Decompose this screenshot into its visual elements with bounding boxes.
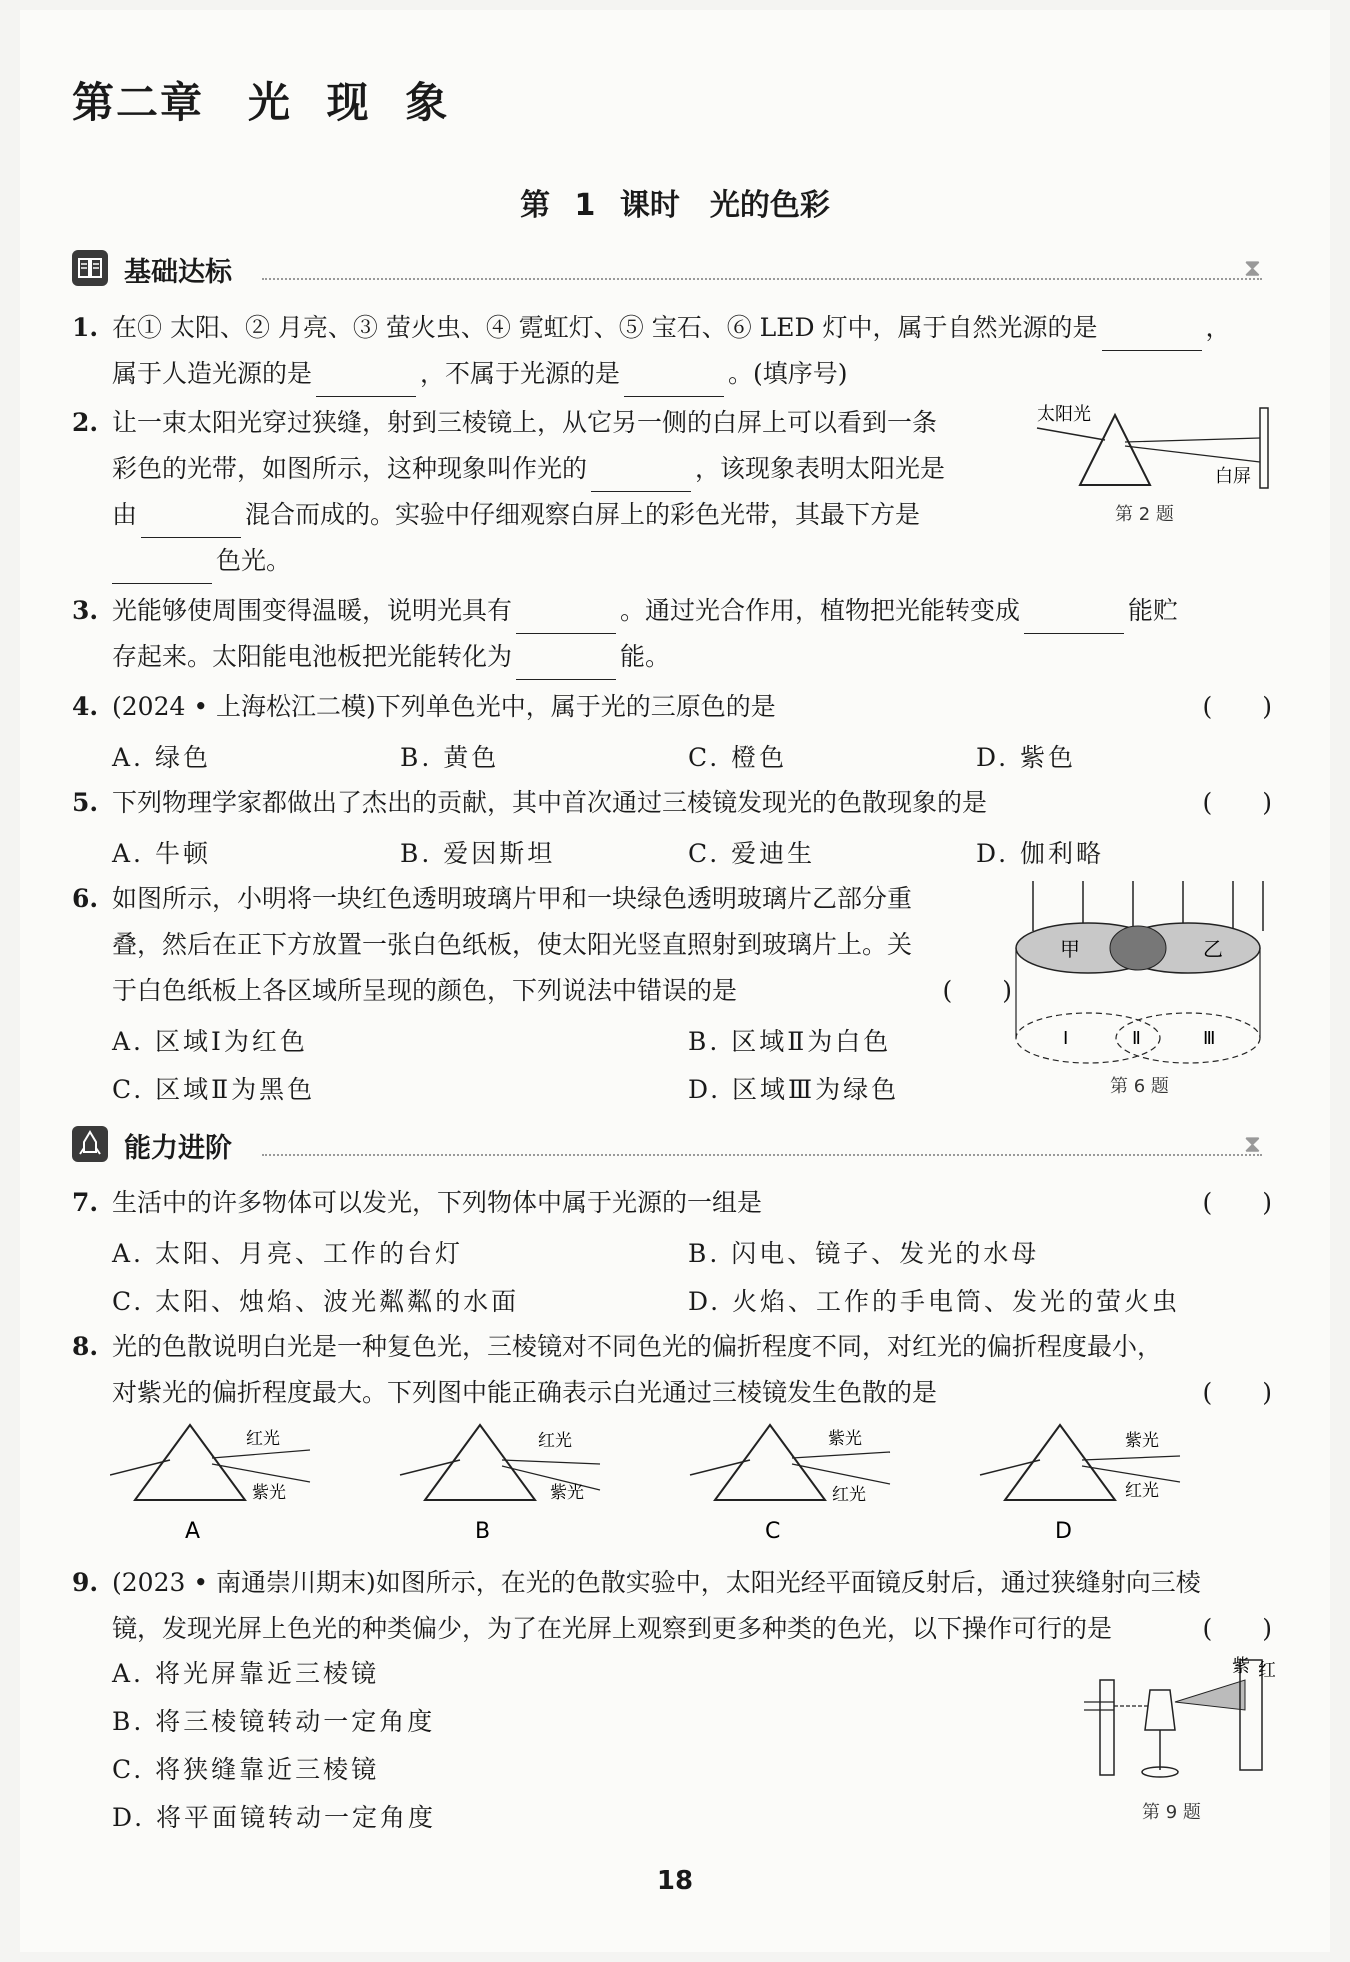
q8-text-2: 对紫光的偏折程度最大。下列图中能正确表示白光通过三棱镜发生色散的是 — [112, 1378, 938, 1407]
fig-c-bottom: 红光 — [832, 1485, 866, 1505]
question-number: 3. — [72, 596, 99, 625]
q2-text-2: 彩色的光带，如图所示，这种现象叫作光的 — [112, 454, 588, 483]
fig-d-bottom: 红光 — [1125, 1481, 1159, 1501]
q8-text-1: 光的色散说明白光是一种复色光，三棱镜对不同色光的偏折程度不同，对红光的偏折程度最小， — [112, 1332, 1163, 1361]
answer-parentheses[interactable]: ( ) — [1202, 788, 1272, 817]
option-a[interactable]: A. 区域Ⅰ为红色 — [112, 1027, 308, 1056]
fig-option-b[interactable] — [400, 1425, 600, 1544]
q2-text-6: 色光。 — [216, 546, 292, 575]
option-a[interactable]: A. 绿色 — [112, 743, 211, 772]
answer-blank[interactable] — [1102, 324, 1202, 351]
q2-text-1: 让一束太阳光穿过狭缝，射到三棱镜上，从它另一侧的白屏上可以看到一条 — [112, 408, 938, 437]
q9-text-1: (2023 • 南通崇川期末)如图所示，在光的色散实验中，太阳光经平面镜反射后，通过狭缝射向三棱 — [112, 1568, 1201, 1597]
question-number: 1. — [72, 313, 99, 342]
answer-parentheses[interactable]: ( ) — [942, 976, 1012, 1005]
q6-text-2: 叠，然后在正下方放置一张白色纸板，使太阳光竖直照射到玻璃片上。关 — [112, 930, 913, 959]
answer-blank[interactable] — [591, 465, 691, 492]
q3-text-2: 。通过光合作用，植物把光能转变成 — [620, 596, 1021, 625]
q1-text-1: 在① 太阳、② 月亮、③ 萤火虫、④ 霓虹灯、⑤ 宝石、⑥ LED 灯中，属于自然光源的是 — [112, 313, 1098, 342]
option-a[interactable]: A. 将光屏靠近三棱镜 — [112, 1659, 379, 1688]
fig-d-label: D — [1055, 1519, 1072, 1544]
question-6 — [72, 876, 1012, 1014]
section-header-advanced — [72, 1124, 1272, 1164]
figure-q9-setup — [1080, 1650, 1275, 1830]
fig-label-region-3: Ⅲ — [1203, 1028, 1216, 1049]
option-c[interactable]: C. 区域Ⅱ为黑色 — [112, 1075, 316, 1104]
fig-c-top: 紫光 — [828, 1429, 862, 1449]
q6-text-1: 如图所示，小明将一块红色透明玻璃片甲和一块绿色透明玻璃片乙部分重 — [112, 884, 913, 913]
q1-text-3: ，不属于光源的是 — [420, 359, 621, 388]
question-9 — [72, 1560, 1272, 1652]
option-c[interactable]: C. 将狭缝靠近三棱镜 — [112, 1755, 380, 1784]
fig-a-top: 红光 — [246, 1429, 280, 1449]
fig-label-jia: 甲 — [1060, 937, 1080, 961]
fig-a-label: A — [185, 1519, 201, 1544]
option-c[interactable]: C. 橙色 — [688, 743, 788, 772]
figure-q6-glass — [1008, 876, 1278, 1101]
figure-caption: 第 6 题 — [1110, 1076, 1169, 1097]
answer-parentheses[interactable]: ( ) — [1202, 692, 1272, 721]
option-c[interactable]: C. 爱迪生 — [688, 839, 816, 868]
option-d[interactable]: D. 火焰、工作的手电筒、发光的萤火虫 — [688, 1287, 1181, 1316]
option-d[interactable]: D. 伽利略 — [976, 839, 1105, 868]
fig-label-sunlight: 太阳光 — [1037, 404, 1091, 425]
fig-b-top: 红光 — [538, 1431, 572, 1451]
fig-option-d[interactable] — [980, 1425, 1180, 1544]
section-title-basic: 基础达标 — [124, 257, 232, 288]
question-number: 8. — [72, 1332, 99, 1361]
section-divider — [262, 1154, 1262, 1156]
option-a[interactable]: A. 太阳、月亮、工作的台灯 — [112, 1239, 463, 1268]
option-b[interactable]: B. 区域Ⅱ为白色 — [688, 1027, 892, 1056]
fig-c-label: C — [765, 1519, 781, 1544]
q1-text-2: 属于人造光源的是 — [112, 359, 313, 388]
q1-text-1b: ， — [1205, 313, 1231, 342]
question-number: 2. — [72, 408, 99, 437]
chapter-title: 第二章 光 现 象 — [72, 78, 450, 127]
section-title-advanced: 能力进阶 — [124, 1133, 232, 1164]
fig-b-label: B — [475, 1519, 491, 1544]
fig-label-region-2: Ⅱ — [1132, 1028, 1141, 1049]
question-1 — [72, 305, 1272, 397]
answer-blank[interactable] — [112, 557, 212, 584]
fig-label-yi: 乙 — [1203, 937, 1223, 961]
question-8 — [72, 1324, 1272, 1416]
q9-text-2: 镜，发现光屏上色光的种类偏少，为了在光屏上观察到更多种类的色光，以下操作可行的是 — [112, 1614, 1113, 1643]
q2-text-5: 混合而成的。实验中仔细观察白屏上的彩色光带，其最下方是 — [245, 500, 921, 529]
q3-text-3: 能贮 — [1128, 596, 1179, 625]
q3-text-4: 存起来。太阳能电池板把光能转化为 — [112, 642, 513, 671]
question-number: 6. — [72, 884, 99, 913]
answer-parentheses[interactable]: ( ) — [1202, 1378, 1272, 1407]
section-divider — [262, 278, 1262, 280]
book-icon — [72, 250, 108, 286]
fig-b-bottom: 紫光 — [550, 1483, 584, 1503]
option-b[interactable]: B. 闪电、镜子、发光的水母 — [688, 1239, 1040, 1268]
question-number: 4. — [72, 692, 99, 721]
question-4 — [72, 684, 1272, 730]
fig-label-red: 红 — [1258, 1660, 1275, 1681]
answer-blank[interactable] — [141, 511, 241, 538]
option-b[interactable]: B. 黄色 — [400, 743, 500, 772]
option-b[interactable]: B. 爱因斯坦 — [400, 839, 556, 868]
question-3 — [72, 588, 1272, 680]
answer-parentheses[interactable]: ( ) — [1202, 1188, 1272, 1217]
answer-parentheses[interactable]: ( ) — [1202, 1614, 1272, 1643]
option-d[interactable]: D. 区域Ⅲ为绿色 — [688, 1075, 900, 1104]
answer-blank[interactable] — [624, 370, 724, 397]
question-7 — [72, 1180, 1272, 1226]
figure-q8-options — [110, 1420, 1270, 1550]
fig-d-top: 紫光 — [1125, 1431, 1159, 1451]
rocket-icon — [72, 1126, 108, 1162]
q4-text: (2024 • 上海松江二模)下列单色光中，属于光的三原色的是 — [112, 692, 776, 721]
page-number: 18 — [656, 1866, 694, 1896]
section-header-basic — [72, 248, 1272, 288]
lesson-title: 第 1 课时 光的色彩 — [520, 188, 830, 223]
q3-text-1: 光能够使周围变得温暖，说明光具有 — [112, 596, 513, 625]
answer-blank[interactable] — [316, 370, 416, 397]
q2-text-3: ，该现象表明太阳光是 — [695, 454, 946, 483]
option-d[interactable]: D. 将平面镜转动一定角度 — [112, 1803, 437, 1832]
question-2 — [72, 400, 1032, 584]
question-5 — [72, 780, 1272, 826]
option-a[interactable]: A. 牛顿 — [112, 839, 211, 868]
option-c[interactable]: C. 太阳、烛焰、波光粼粼的水面 — [112, 1287, 520, 1316]
fig-label-region-1: Ⅰ — [1063, 1028, 1069, 1049]
fig-option-c[interactable] — [690, 1425, 890, 1544]
q2-text-4: 由 — [112, 500, 138, 529]
option-d[interactable]: D. 紫色 — [976, 743, 1077, 772]
hourglass-icon: ⧗ — [1244, 254, 1261, 282]
question-number: 7. — [72, 1188, 99, 1217]
q5-text: 下列物理学家都做出了杰出的贡献，其中首次通过三棱镜发现光的色散现象的是 — [112, 788, 988, 817]
figure-caption: 第 2 题 — [1115, 504, 1174, 525]
fig-label-violet: 紫 — [1232, 1656, 1250, 1677]
figure-q2-prism — [1035, 400, 1275, 530]
answer-blank[interactable] — [516, 607, 616, 634]
fig-label-screen: 白屏 — [1215, 466, 1251, 487]
fig-option-a[interactable] — [110, 1425, 310, 1544]
question-number: 5. — [72, 788, 99, 817]
answer-blank[interactable] — [516, 653, 616, 680]
q7-text: 生活中的许多物体可以发光，下列物体中属于光源的一组是 — [112, 1188, 763, 1217]
q3-text-5: 能。 — [620, 642, 671, 671]
answer-blank[interactable] — [1024, 607, 1124, 634]
option-b[interactable]: B. 将三棱镜转动一定角度 — [112, 1707, 436, 1736]
question-number: 9. — [72, 1568, 99, 1597]
q6-text-3: 于白色纸板上各区域所呈现的颜色，下列说法中错误的是 — [112, 976, 738, 1005]
figure-caption: 第 9 题 — [1142, 1802, 1201, 1823]
fig-a-bottom: 紫光 — [252, 1483, 286, 1503]
hourglass-icon: ⧗ — [1244, 1130, 1261, 1158]
q1-text-4: 。(填序号) — [728, 359, 848, 388]
